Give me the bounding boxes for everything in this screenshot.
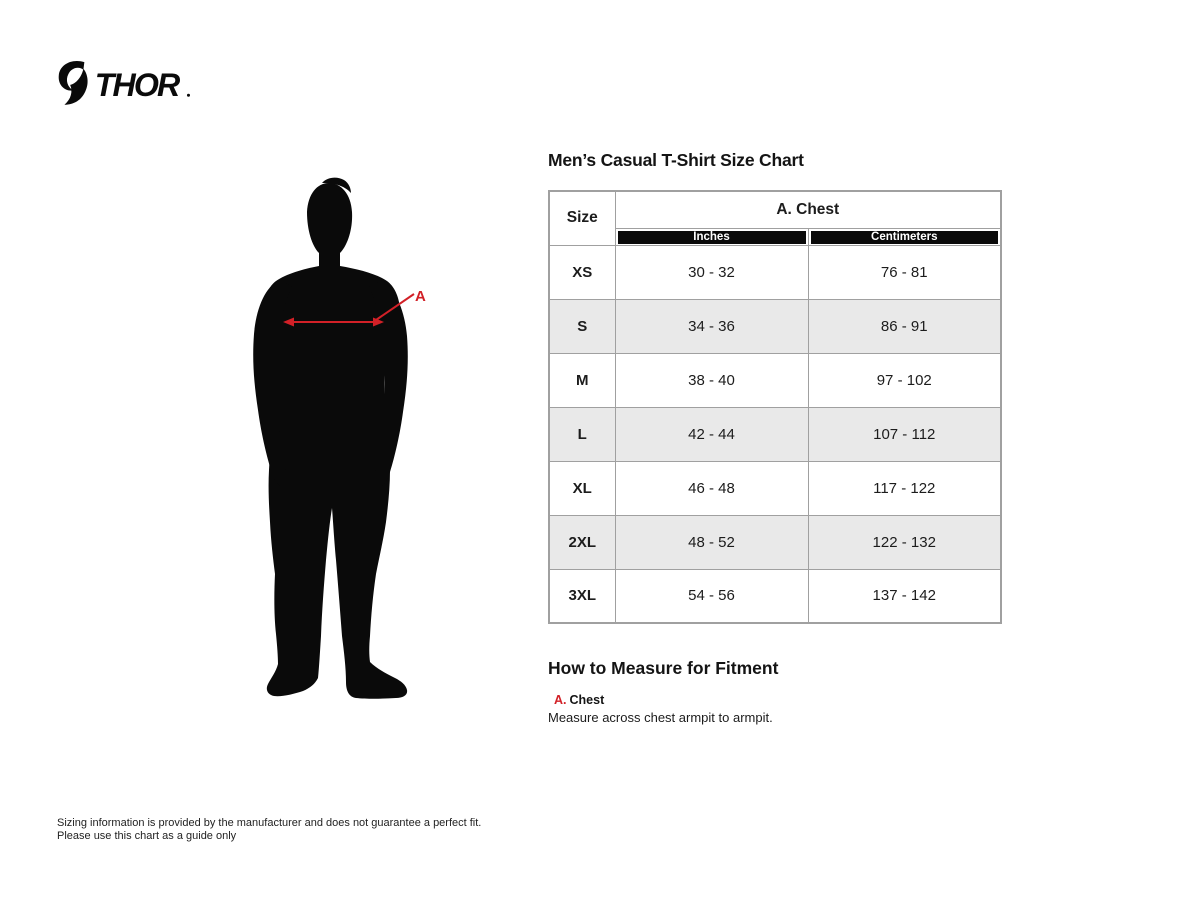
disclaimer-line-2: Please use this chart as a guide only [57, 830, 237, 842]
inches-cell: 48 - 52 [615, 515, 808, 569]
inches-cell: 30 - 32 [615, 245, 808, 299]
disclaimer-line-1: Sizing information is provided by the manufacturer and does not guarantee a perfect fit. [57, 817, 482, 829]
inches-column-header [615, 228, 808, 245]
measure-item-name: Chest [569, 693, 605, 707]
centimeters-cell: 76 - 81 [808, 245, 1001, 299]
male-silhouette-figure [230, 170, 460, 730]
size-row-xs [549, 245, 1001, 299]
size-row-xl [549, 461, 1001, 515]
centimeters-cell: 107 - 112 [808, 407, 1001, 461]
how-to-measure-heading: How to Measure for Fitment [548, 658, 779, 678]
size-chart-table [548, 190, 1002, 624]
measurement-label-a: A [415, 288, 426, 305]
thor-logo [55, 56, 197, 108]
inches-cell: 46 - 48 [615, 461, 808, 515]
size-cell: S [549, 299, 615, 353]
centimeters-cell: 117 - 122 [808, 461, 1001, 515]
measure-item-chest [554, 693, 604, 707]
inches-cell: 42 - 44 [615, 407, 808, 461]
centimeters-cell: 97 - 102 [808, 353, 1001, 407]
size-row-s [549, 299, 1001, 353]
size-cell: L [549, 407, 615, 461]
size-cell: 3XL [549, 569, 615, 623]
thor-logo-text: THOR [94, 67, 179, 104]
inches-header-bar: Inches [618, 231, 806, 244]
measure-item-key: A. [554, 693, 567, 707]
size-row-l [549, 407, 1001, 461]
centimeters-cell: 137 - 142 [808, 569, 1001, 623]
measure-item-description: Measure across chest armpit to armpit. [548, 710, 773, 725]
sizing-disclaimer [57, 817, 481, 843]
thor-goat-icon [59, 61, 88, 105]
size-cell: M [549, 353, 615, 407]
inches-cell: 54 - 56 [615, 569, 808, 623]
centimeters-cell: 86 - 91 [808, 299, 1001, 353]
inches-cell: 34 - 36 [615, 299, 808, 353]
size-row-2xl [549, 515, 1001, 569]
centimeters-column-header [808, 228, 1001, 245]
male-silhouette [253, 178, 408, 699]
inches-cell: 38 - 40 [615, 353, 808, 407]
thor-logo-svg [55, 56, 197, 108]
chest-group-header: A. Chest [615, 191, 1001, 228]
size-chart-title: Men’s Casual T-Shirt Size Chart [548, 150, 804, 170]
size-cell: 2XL [549, 515, 615, 569]
size-column-header: Size [549, 191, 615, 245]
size-row-m [549, 353, 1001, 407]
size-row-3xl [549, 569, 1001, 623]
silhouette-svg [230, 170, 460, 730]
size-cell: XL [549, 461, 615, 515]
trademark-dot [187, 94, 190, 97]
size-cell: XS [549, 245, 615, 299]
centimeters-cell: 122 - 132 [808, 515, 1001, 569]
centimeters-header-bar: Centimeters [811, 231, 999, 244]
